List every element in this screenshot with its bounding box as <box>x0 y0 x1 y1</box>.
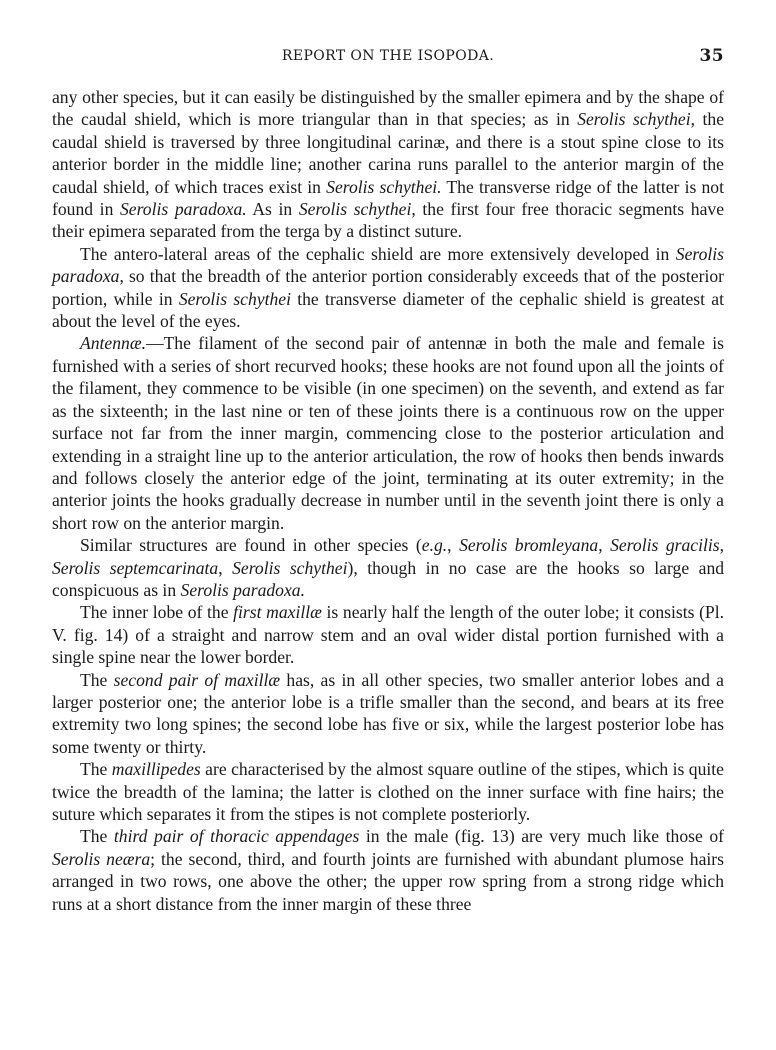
text-run: , <box>719 535 725 556</box>
paragraph <box>52 534 724 601</box>
running-title: REPORT ON THE ISOPODA. <box>281 48 495 64</box>
italic-text: Antennæ. <box>80 333 146 354</box>
text-run: , <box>598 535 611 556</box>
italic-text: Serolis schythei. <box>326 176 442 197</box>
italic-text: Serolis paradoxa. <box>180 579 305 600</box>
text-run: any other species, but it can easily be distinguished by the smaller epimera and by the shape of the caudal shield, which is more triangular than in that species; as in <box>52 87 724 130</box>
text-run: —The filament of the second pair of antennæ in both the male and female is furnished with a series of short recurved hooks; these hooks are not found upon all the joints of the filament, they commence to be visible (in one specimen) on the seventh, and extend as far as the sixteenth; in the last nine or ten of these joints there is a continuous row on the upper surface not far from the inner margin, commencing close to the posterior articulation and extending in a straight line up to the anterior articulation, the row of hooks then bends inwards and follows closely the anterior edge of the joint, terminating at its outer extremity; in the anterior joints the hooks gradually decrease in number until in the seventh joint there is only a short row on the anterior margin. <box>52 333 724 533</box>
page-number: 35 <box>699 46 724 66</box>
italic-text: Serolis gracilis <box>610 535 720 556</box>
text-run: The <box>80 826 114 847</box>
text-run: The antero-lateral areas of the cephalic shield are more extensively developed in <box>80 243 676 264</box>
italic-text: Serolis paradoxa. <box>120 199 247 220</box>
text-run: are characterised by the almost square outline of the stipes, which is quite twice the breadth of the lamina; the latter is clothed on the inner surface with fine hairs; the suture which separates it from the stipes is not complete posteriorly. <box>52 759 724 824</box>
paragraph <box>52 825 724 915</box>
italic-text: Serolis schythei <box>232 557 348 578</box>
text-run: , <box>218 557 233 578</box>
text-run: , so that the breadth of the anterior portion considerably exceeds that of the posterior portion, while in <box>52 266 724 309</box>
text-run: in the male (fig. 13) are very much like those of <box>359 826 724 847</box>
italic-text: first maxillæ <box>233 602 322 623</box>
italic-text: Serolis schythei <box>178 288 291 309</box>
text-run: ), though in no case are the hooks so large and conspicuous as in <box>52 557 725 600</box>
italic-text: Serolis septemcarinata <box>52 557 219 578</box>
paragraph <box>52 758 724 825</box>
text-run: Similar structures are found in other species ( <box>80 535 422 556</box>
text-run: As in <box>246 199 299 220</box>
italic-text: Serolis neæra <box>52 848 151 869</box>
paragraph <box>52 669 724 759</box>
text-run: is nearly half the length of the outer lobe; it consists (Pl. V. fig. 14) of a straight and narrow stem and an oval wider distal portion furnished with a single spine near the lower border. <box>52 602 725 668</box>
paragraph <box>52 601 724 668</box>
body-text <box>52 86 724 915</box>
text-run: The <box>80 759 112 780</box>
text-run: , the caudal shield is traversed by three longitudinal carinæ, and there is a stout spine close to its anterior border in the middle line; another carina runs parallel to the anterior margin of the caudal shield, of which traces exist in <box>52 109 725 197</box>
paragraph <box>52 332 724 534</box>
italic-text: e.g. <box>421 535 448 556</box>
running-header <box>52 46 724 68</box>
italic-text: second pair of maxillæ <box>113 669 281 690</box>
italic-text: Serolis paradoxa <box>52 243 724 287</box>
text-run: , <box>447 535 460 556</box>
text-run: ; the second, third, and fourth joints are furnished with abundant plumose hairs arranged in two rows, one above the other; the upper row spring from a strong ridge which runs at a short distance from the inner margin of these three <box>52 848 724 914</box>
italic-text: Serolis bromleyana <box>459 535 599 556</box>
italic-text: Serolis schythei <box>577 109 691 130</box>
text-run: , the first four free thoracic segments have their epimera separated from the terga by a distinct suture. <box>52 199 724 242</box>
paragraph <box>52 243 724 333</box>
text-run: has, as in all other species, two smaller anterior lobes and a larger posterior one; the anterior lobe is a trifle smaller than the second, and bears at its free extremity two long spines; the second lobe has five or six, while the largest posterior lobe has some twenty or thirty. <box>52 669 724 757</box>
text-run: the transverse diameter of the cephalic shield is greatest at about the level of the eyes. <box>52 288 724 332</box>
text-run: The transverse ridge of the latter is not found in <box>52 176 724 220</box>
italic-text: third pair of thoracic appendages <box>113 826 360 847</box>
text-run: The <box>80 669 114 690</box>
italic-text: maxillipedes <box>111 759 201 780</box>
paragraph <box>52 86 724 243</box>
text-run: The inner lobe of the <box>80 602 234 623</box>
italic-text: Serolis schythei <box>298 199 412 220</box>
